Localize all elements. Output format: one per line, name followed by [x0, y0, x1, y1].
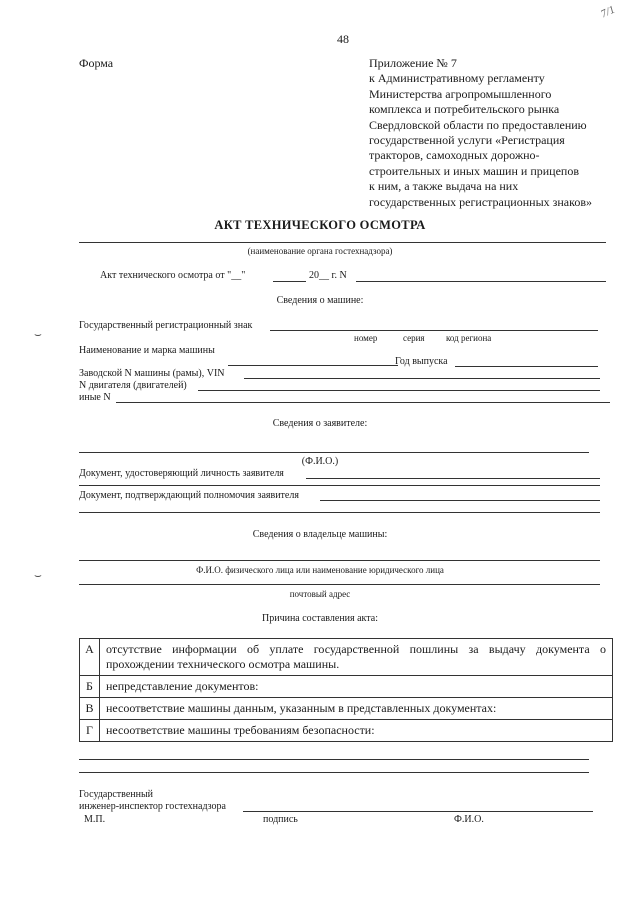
reason-text: непредставление документов:	[100, 676, 613, 698]
owner-name-line	[79, 560, 600, 561]
inspector-title-line2: инженер-инспектор гостехнадзора	[79, 801, 226, 812]
reason-extra-line	[79, 772, 589, 773]
reasons-heading: Причина составления акта:	[262, 613, 378, 624]
appendix-line: Свердловской области по предоставлению	[369, 117, 587, 132]
owner-section-heading: Сведения о владельце машины:	[252, 529, 388, 540]
authority-line	[79, 242, 606, 243]
appendix-line: строительных и иных машин и прицепов	[369, 163, 580, 178]
applicant-authority-document-line-2	[79, 512, 600, 513]
owner-name-caption: Ф.И.О. физического лица или наименование юридического лица	[196, 565, 444, 575]
machine-make-label: Наименование и марка машины	[79, 345, 215, 356]
reasons-table	[79, 638, 613, 742]
authority-caption: (наименование органа гостехнадзора)	[247, 246, 393, 256]
appendix-line: тракторов, самоходных дорожно-	[369, 148, 540, 163]
appendix-line: Приложение № 7	[369, 56, 457, 70]
margin-scan-mark: ⌣	[34, 327, 42, 341]
margin-scan-mark: ⌣	[34, 568, 42, 582]
owner-address-caption: почтовый адрес	[289, 589, 351, 599]
reason-letter: А	[80, 639, 100, 676]
applicant-id-document-line	[306, 478, 600, 479]
applicant-authority-document-label: Документ, подтверждающий полномочия заявителя	[79, 490, 299, 501]
applicant-id-document-label: Документ, удостоверяющий личность заявителя	[79, 468, 284, 479]
inspector-title-line1: Государственный	[79, 789, 154, 800]
act-number-line	[356, 281, 606, 282]
inspector-fio-caption: Ф.И.О.	[454, 814, 484, 825]
page-number: 48	[337, 32, 349, 46]
reason-letter: В	[80, 698, 100, 720]
plate-region-caption: код региона	[446, 333, 492, 343]
act-month-line	[273, 281, 306, 282]
reg-plate-label: Государственный регистрационный знак	[79, 320, 253, 331]
plate-series-caption: серия	[403, 333, 425, 343]
act-date-label: Акт технического осмотра от "__"	[100, 270, 246, 281]
other-numbers-line	[116, 402, 610, 403]
engine-number-line	[198, 390, 600, 391]
reason-letter: Г	[80, 720, 100, 742]
stamp-caption: М.П.	[84, 814, 106, 825]
vin-label: Заводской N машины (рамы), VIN	[79, 368, 225, 379]
reason-row-v	[80, 698, 613, 720]
reason-letter: Б	[80, 676, 100, 698]
engine-number-label: N двигателя (двигателей)	[79, 380, 187, 391]
signature-caption: подпись	[263, 814, 298, 825]
applicant-authority-document-line	[320, 500, 600, 501]
machine-section-heading: Сведения о машине:	[276, 295, 364, 306]
applicant-section-heading: Сведения о заявителе:	[272, 418, 368, 429]
corner-handwritten-mark: 7/1	[599, 3, 617, 21]
appendix-line: государственных регистрационных знаков»	[369, 194, 593, 209]
machine-make-line	[228, 365, 398, 366]
appendix-line: Министерства агропромышленного	[369, 86, 552, 101]
reason-text: несоответствие машины данным, указанным в представленных документах:	[100, 698, 613, 720]
appendix-line: государственной услуги «Регистрация	[369, 133, 565, 148]
signature-line	[243, 811, 593, 812]
reg-plate-line	[270, 330, 598, 331]
applicant-fio-line	[79, 452, 589, 453]
year-label: Год выпуска	[395, 356, 448, 367]
owner-address-line	[79, 584, 600, 585]
reason-row-g	[80, 720, 613, 742]
appendix-line: комплекса и потребительского рынка	[369, 102, 560, 117]
act-year-number-label: 20__ г. N	[309, 270, 347, 281]
year-line	[455, 366, 598, 367]
reason-text: отсутствие информации об уплате государственной пошлины за выдачу документа о прохождении технического осмотра машины.	[100, 639, 613, 676]
reason-row-b	[80, 676, 613, 698]
appendix-line: к ним, а также выдача на них	[369, 179, 519, 194]
document-title: АКТ ТЕХНИЧЕСКОГО ОСМОТРА	[214, 218, 426, 232]
appendix-line: к Административному регламенту	[369, 71, 545, 86]
reason-row-a	[80, 639, 613, 676]
vin-line	[244, 378, 600, 379]
reason-extra-line	[79, 759, 589, 760]
other-numbers-label: иные N	[79, 392, 111, 403]
plate-number-caption: номер	[354, 333, 378, 343]
applicant-id-document-line-2	[79, 485, 600, 486]
form-label: Форма	[79, 56, 114, 70]
reason-text: несоответствие машины требованиям безопасности:	[100, 720, 613, 742]
applicant-fio-caption: (Ф.И.О.)	[301, 456, 339, 467]
appendix-block	[369, 56, 629, 210]
